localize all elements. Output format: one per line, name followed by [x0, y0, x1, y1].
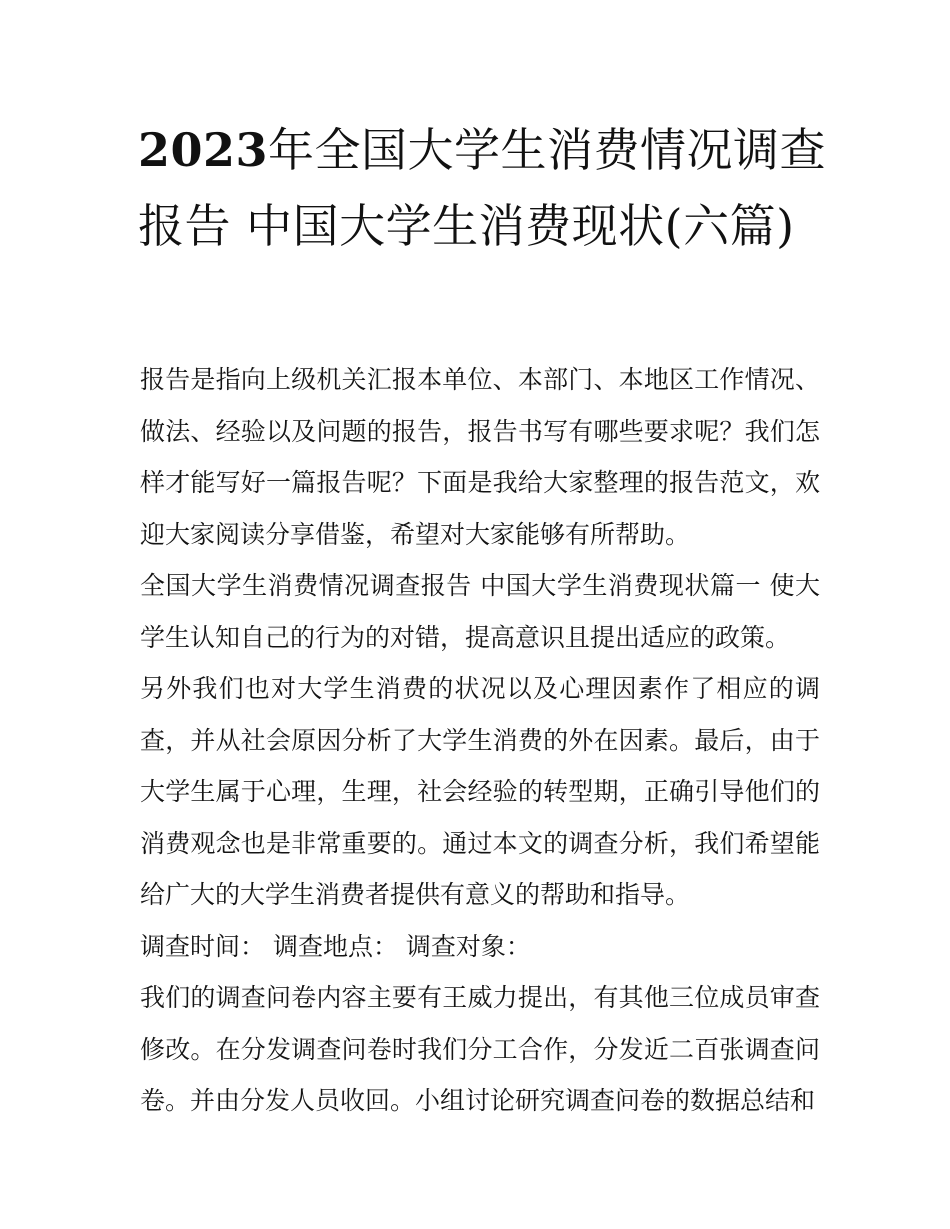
- title-text: 年全国大学生消费情况调查报告 中国大学生消费现状(六篇): [138, 123, 827, 253]
- title-year: 2023: [138, 123, 269, 177]
- intro-paragraph: 报告是指向上级机关汇报本单位、本部门、本地区工作情况、做法、经验以及问题的报告，报告书写有哪些要求呢？我们怎样才能写好一篇报告呢？下面是我给大家整理的报告范文，欢迎大家阅读分享借鉴，希望对大家能够有所帮助。: [140, 365, 820, 549]
- survey-info-line: 调查时间： 调查地点： 调查对象：: [140, 931, 531, 961]
- section-one-paragraph: 全国大学生消费情况调查报告 中国大学生消费现状篇一 使大学生认知自己的行为的对错，提高意识且提出适应的政策。: [140, 571, 820, 652]
- method-paragraph: 我们的调查问卷内容主要有王威力提出，有其他三位成员审查修改。在分发调查问卷时我们分工合作，分发近二百张调查问卷。并由分发人员收回。小组讨论研究调查问卷的数据总结和: [140, 983, 820, 1115]
- document-body: [140, 354, 820, 1127]
- document-title: [138, 112, 828, 264]
- analysis-paragraph: 另外我们也对大学生消费的状况以及心理因素作了相应的调查，并从社会原因分析了大学生消费的外在因素。最后，由于大学生属于心理，生理，社会经验的转型期，正确引导他们的消费观念也是非常重要的。通过本文的调查分析，我们希望能给广大的大学生消费者提供有意义的帮助和指导。: [140, 674, 820, 909]
